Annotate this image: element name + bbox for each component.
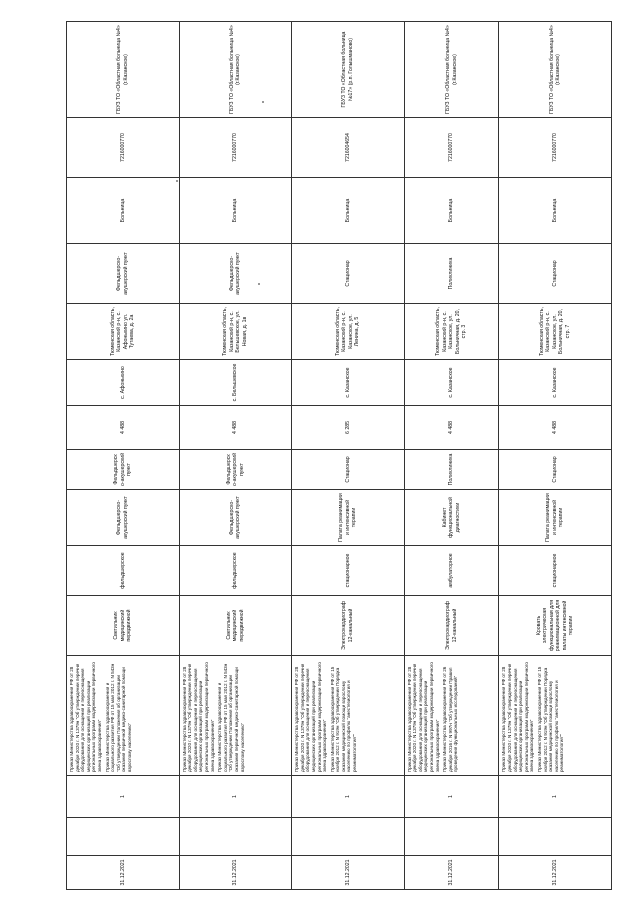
cell-date: 31.12.2021 bbox=[292, 856, 405, 890]
cell-inn: 7216004654 bbox=[292, 118, 405, 178]
cell-date: 31.12.2021 bbox=[499, 856, 612, 890]
scanned-page bbox=[66, 22, 612, 890]
cell-code: 4 488 bbox=[179, 406, 292, 450]
cell-equipment: Электрокардиограф 12-канальный bbox=[292, 596, 405, 656]
doc-reference: Приказ Министерства здравоохранения и социального развития РФ от 15 мая 2012 г. N 543н "Об утверждении Положения об организации оказания первичной медико-санитарной помощи взрослому населению" bbox=[217, 663, 245, 772]
rotated-table-wrapper bbox=[66, 22, 612, 890]
cell-documents bbox=[499, 656, 612, 776]
cell-department: Палата реанимации и интенсивной терапии bbox=[292, 490, 405, 546]
doc-reference: Приказ Министерства здравоохранения РФ от 15 ноября 2012 г. N 919н "Об утверждении Порядка оказания медицинской помощи взрослому населению по профилю "анестезиология и реаниматология"" bbox=[536, 666, 565, 772]
cell-equipment: Электрокардиограф 12-канальный bbox=[404, 596, 499, 656]
doc-reference: Приказ Министерства здравоохранения и социального развития РФ от 15 мая 2012 г. N 543н "Об утверждении Положения об организации оказания первичной медико-санитарной помощи взрослому населению" bbox=[104, 663, 132, 772]
cell-documents bbox=[67, 656, 180, 776]
cell-code: 4 488 bbox=[499, 406, 612, 450]
table-row bbox=[179, 22, 292, 890]
cell-equipment: Кровать электрическая функциональная для реанимационной для палаты интенсивной терапии bbox=[499, 596, 612, 656]
cell-organization: ГБУЗ ТО «Областная больница №17» (р.п. Голышманово) bbox=[292, 22, 405, 118]
equipment-table bbox=[66, 21, 612, 890]
scan-speck bbox=[176, 180, 178, 182]
cell-specialty: амбулаторное bbox=[404, 546, 499, 596]
cell-code: 4 488 bbox=[404, 406, 499, 450]
cell-qty: 1 bbox=[499, 776, 612, 818]
table-row bbox=[67, 22, 180, 890]
cell-specialty: фельдшерское bbox=[67, 546, 180, 596]
cell-equipment: Светильник медицинский передвижной bbox=[179, 596, 292, 656]
cell-unit: Поликлиника bbox=[404, 244, 499, 304]
cell-unit-type: Стационар bbox=[499, 450, 612, 490]
cell-specialty: фельдшерское bbox=[179, 546, 292, 596]
cell-documents bbox=[292, 656, 405, 776]
cell-qty: 1 bbox=[179, 776, 292, 818]
table-row bbox=[404, 22, 499, 890]
cell-settlement: с. Казанское bbox=[404, 360, 499, 406]
doc-reference: Приказ Министерства здравоохранения РФ от 28 декабря 2020 г. N 1379н "Об утверждении перечня оборудования для оснащения и переоснащения медицинских организаций при реализации региональных программ модернизации первичного звена здравоохранения" bbox=[406, 662, 440, 772]
doc-reference: Приказ Министерства здравоохранения РФ от 28 декабря 2020 г. N 1379н "Об утверждении перечня оборудования для оснащения и переоснащения медицинских организаций при реализации региональных программ модернизации первичного звена здравоохранения" bbox=[294, 662, 328, 772]
cell-department: Фельдшерско-акушерский пункт bbox=[67, 490, 180, 546]
cell-branch: Больница bbox=[179, 178, 292, 244]
cell-organization: ГБУЗ ТО «Областная больница №4» (г.Казанское) bbox=[404, 22, 499, 118]
cell-address: Тюменская область, Казанский р-н, с. Казанское, ул. Больничная, д. 20, стр. 7 bbox=[499, 304, 612, 360]
cell-address: Тюменская область, Казанский р-н, с. Казанское, ул. Больничная, д. 20, стр. 3 bbox=[404, 304, 499, 360]
cell-specialty: стационарное bbox=[292, 546, 405, 596]
cell-unit: Фельдшерско-акушерский пункт bbox=[67, 244, 180, 304]
cell-inn: 7216000770 bbox=[179, 118, 292, 178]
cell-empty bbox=[292, 818, 405, 856]
cell-qty: 1 bbox=[67, 776, 180, 818]
cell-settlement: с. Казанское bbox=[292, 360, 405, 406]
scan-speck bbox=[258, 283, 260, 285]
cell-branch: Больница bbox=[404, 178, 499, 244]
cell-documents bbox=[179, 656, 292, 776]
cell-settlement: с. Бельшевское bbox=[179, 360, 292, 406]
cell-unit-type: Фельдшерско-акушерский пункт bbox=[67, 450, 180, 490]
cell-address: Тюменская область, Казанский р-н, с. Афонькино ул. Тутаева, д. 2а bbox=[67, 304, 180, 360]
cell-date: 31.12.2021 bbox=[404, 856, 499, 890]
doc-reference: Приказ Министерства здравоохранения РФ от 26 декабря 2016 г. N 997н "Об утверждении Правил проведения функциональных исследований" bbox=[442, 666, 459, 772]
cell-equipment: Светильник медицинский передвижной bbox=[67, 596, 180, 656]
cell-unit-type: Фельдшерско-акушерский пункт bbox=[179, 450, 292, 490]
cell-unit: Стационар bbox=[292, 244, 405, 304]
cell-documents bbox=[404, 656, 499, 776]
cell-unit: Стационар bbox=[499, 244, 612, 304]
table-row bbox=[499, 22, 612, 890]
cell-unit: Фельдшерско-акушерский пункт bbox=[179, 244, 292, 304]
cell-empty bbox=[499, 818, 612, 856]
scan-speck bbox=[262, 101, 264, 103]
cell-branch: Больница bbox=[499, 178, 612, 244]
cell-organization: ГБУЗ ТО «Областная больница №4» (г.Казанское) bbox=[499, 22, 612, 118]
cell-code: 6 285 bbox=[292, 406, 405, 450]
doc-reference: Приказ Министерства здравоохранения РФ от 28 декабря 2020 г. N 1379н "Об утверждении перечня оборудования для оснащения и переоснащения медицинских организаций при реализации региональных программ модернизации первичного звена здравоохранения" bbox=[69, 662, 102, 772]
cell-unit-type: Поликлиника bbox=[404, 450, 499, 490]
doc-reference: Приказ Министерства здравоохранения РФ от 15 ноября 2012 г. N 919н "Об утверждении Порядка оказания медицинской помощи взрослому населению по профилю "анестезиология и реаниматология"" bbox=[329, 666, 358, 772]
cell-inn: 7216000770 bbox=[499, 118, 612, 178]
cell-address: Тюменская область, Казанский р-н, с. Бельшевское, ул. Новая, д. 1в bbox=[179, 304, 292, 360]
cell-organization: ГБУЗ ТО «Областная больница №4» (г.Казанское) bbox=[67, 22, 180, 118]
cell-inn: 7216000770 bbox=[67, 118, 180, 178]
cell-organization: ГБУЗ ТО «Областная больница №4» (г.Казанское) bbox=[179, 22, 292, 118]
cell-code: 4 488 bbox=[67, 406, 180, 450]
cell-date: 31.12.2021 bbox=[67, 856, 180, 890]
cell-department: Палата реанимации и интенсивной терапии bbox=[499, 490, 612, 546]
cell-empty bbox=[404, 818, 499, 856]
doc-reference: Приказ Министерства здравоохранения РФ от 28 декабря 2020 г. N 1379н "Об утверждении перечня оборудования для оснащения и переоснащения медицинских организаций при реализации региональных программ модернизации первичного звена здравоохранения" bbox=[181, 662, 215, 772]
cell-inn: 7216000770 bbox=[404, 118, 499, 178]
cell-empty bbox=[67, 818, 180, 856]
cell-qty: 1 bbox=[292, 776, 405, 818]
cell-settlement: с. Афонькино bbox=[67, 360, 180, 406]
cell-address: Тюменская область, Казанский р-н, с. Казанское, ул. Ленина, д. 5 bbox=[292, 304, 405, 360]
cell-unit-type: Стационар bbox=[292, 450, 405, 490]
doc-reference: Приказ Министерства здравоохранения РФ от 28 декабря 2020 г. N 1379н "Об утверждении перечня оборудования для оснащения и переоснащения медицинских организаций при реализации региональных программ модернизации первичного звена здравоохранения" bbox=[501, 662, 535, 772]
cell-specialty: стационарное bbox=[499, 546, 612, 596]
cell-department: Фельдшерско-акушерский пункт bbox=[179, 490, 292, 546]
cell-settlement: с. Казанское bbox=[499, 360, 612, 406]
cell-branch: Больница bbox=[67, 178, 180, 244]
cell-date: 31.12.2021 bbox=[179, 856, 292, 890]
cell-empty bbox=[179, 818, 292, 856]
table-row bbox=[292, 22, 405, 890]
cell-department: Кабинет функциональной диагностики bbox=[404, 490, 499, 546]
cell-qty: 1 bbox=[404, 776, 499, 818]
cell-branch: Больница bbox=[292, 178, 405, 244]
